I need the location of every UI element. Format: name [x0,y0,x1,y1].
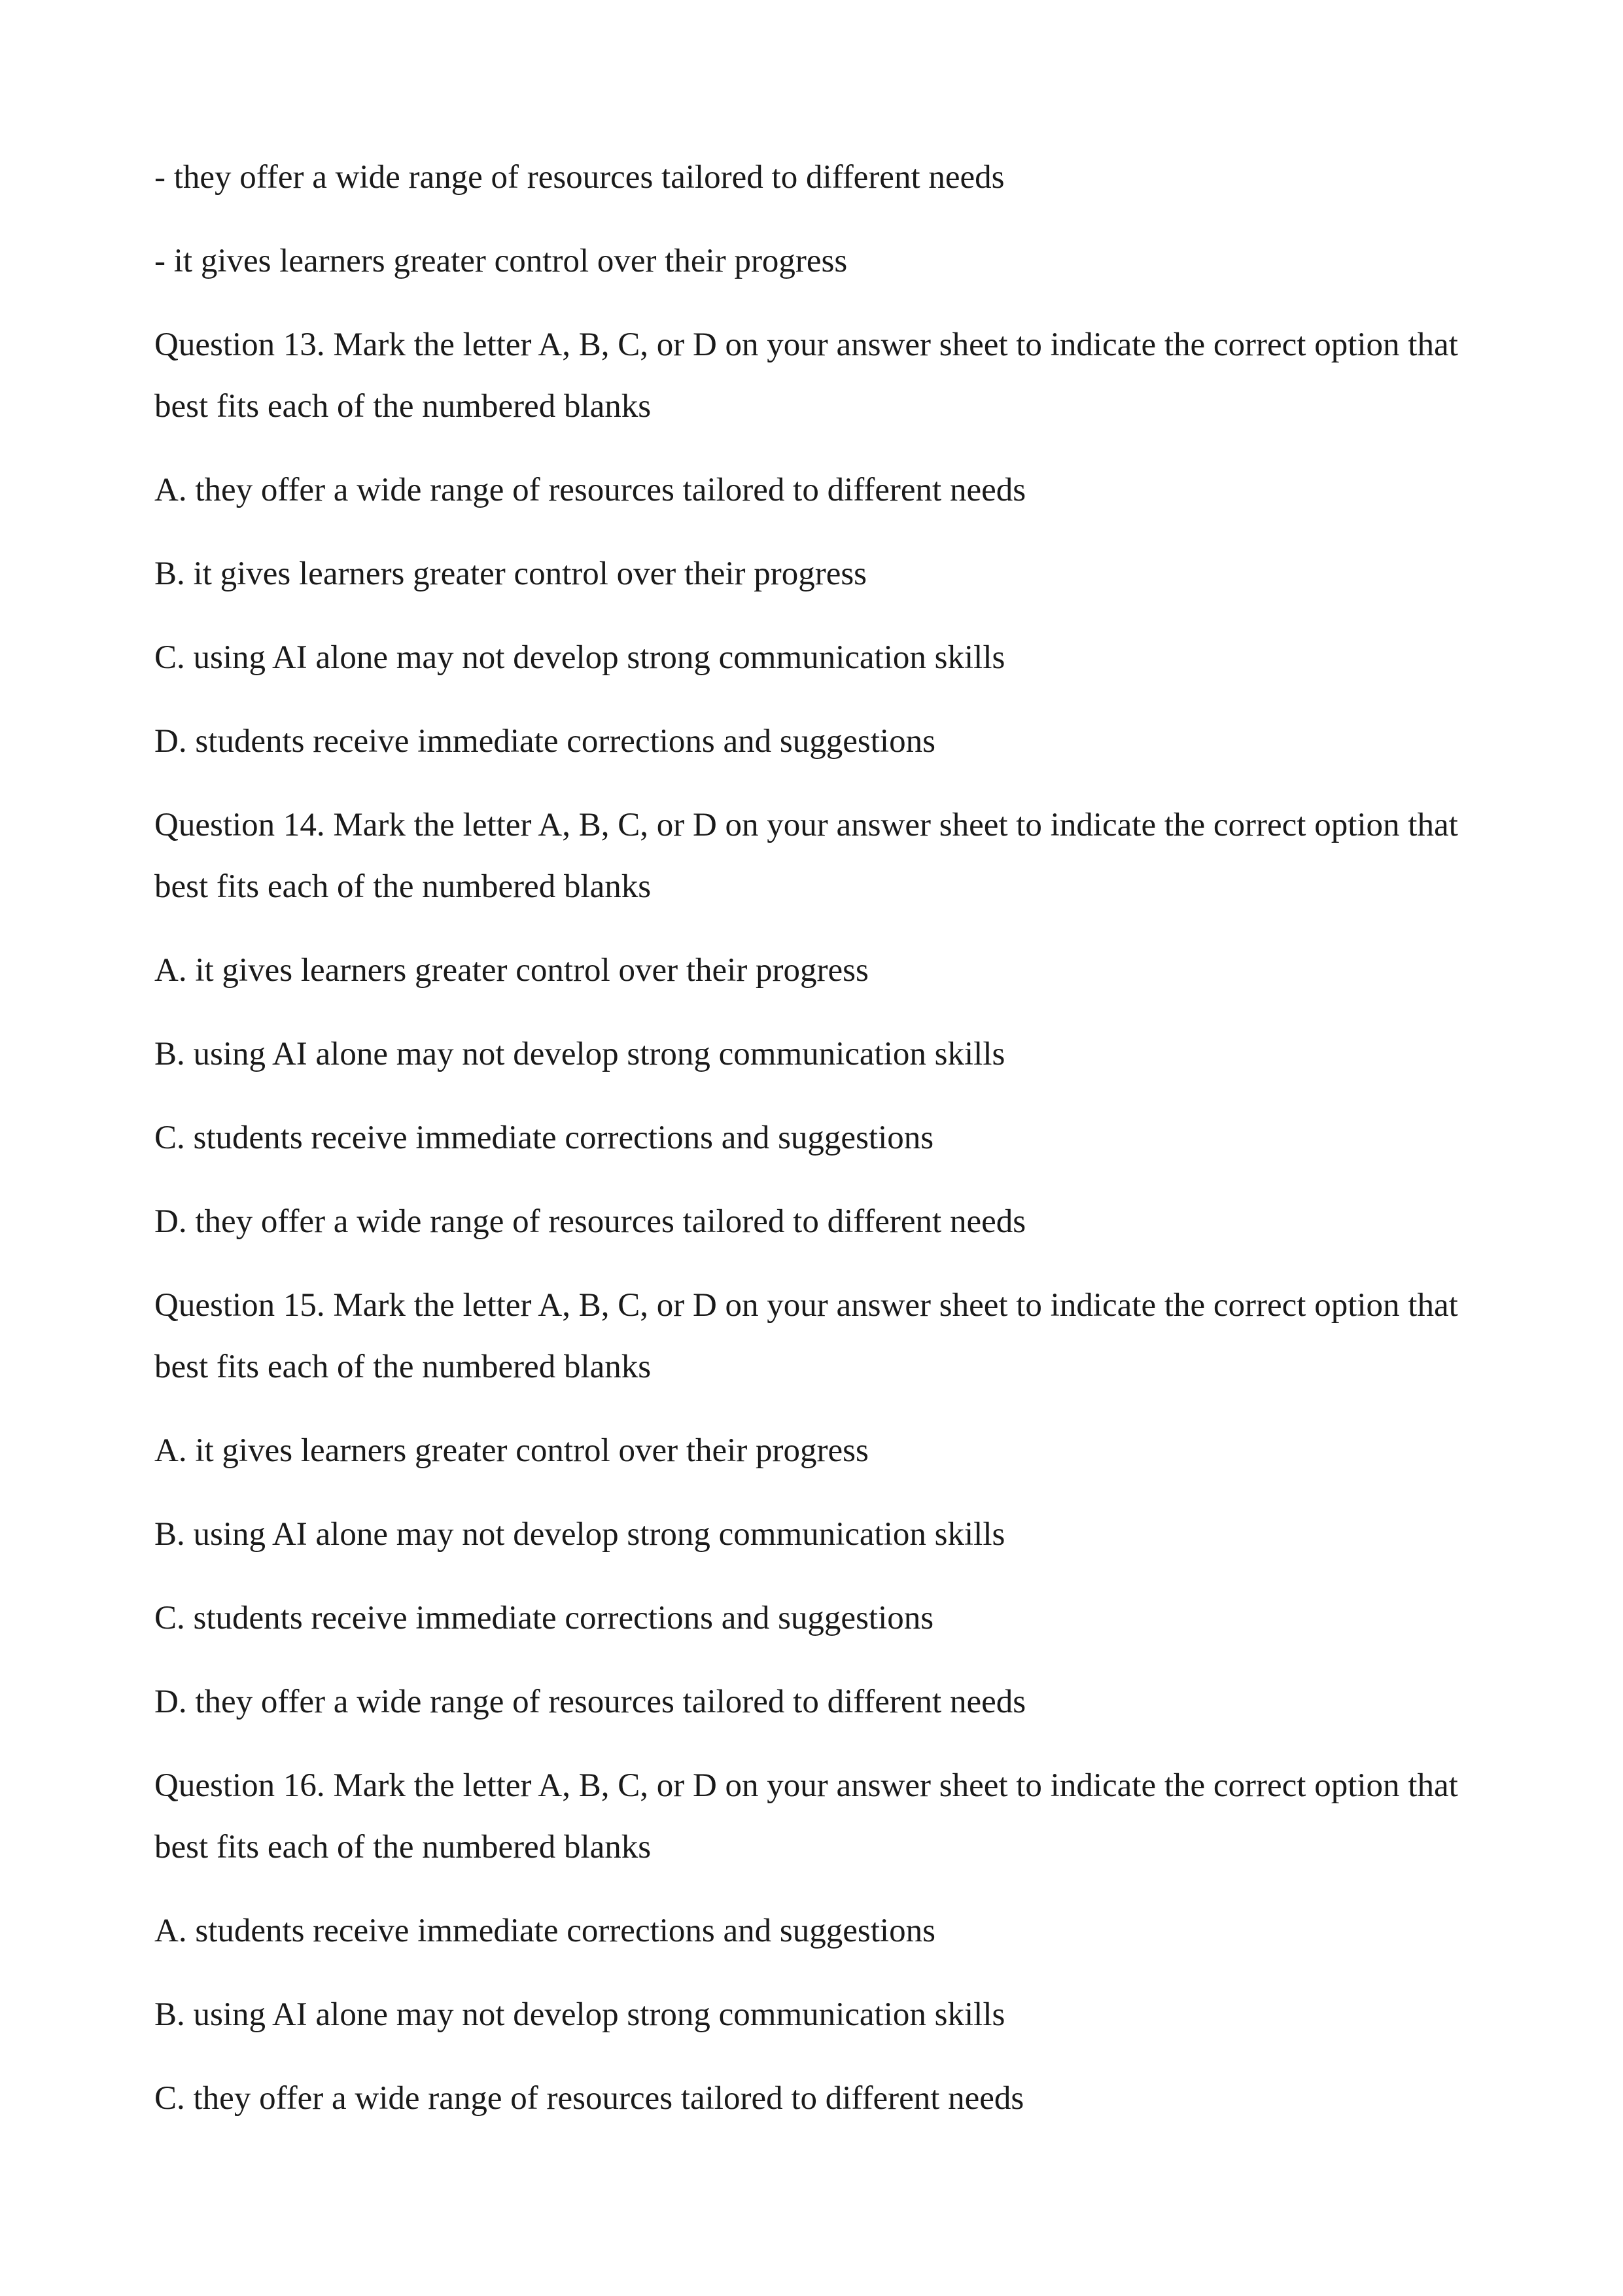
question-block [154,1275,1489,1733]
question-prompt: Question 16. Mark the letter A, B, C, or D on your answer sheet to indicate the correct option that best fits each of the numbered blanks [154,1767,1458,1865]
answer-option: B. it gives learners greater control over their progress [154,556,867,592]
intro-line: - it gives learners greater control over their progress [154,243,848,279]
answer-option: C. students receive immediate corrections and suggestions [154,1120,934,1156]
answer-option: C. students receive immediate corrections and suggestions [154,1600,934,1636]
answer-option: B. using AI alone may not develop strong communication skills [154,1996,1005,2033]
question-prompt: Question 15. Mark the letter A, B, C, or D on your answer sheet to indicate the correct option that best fits each of the numbered blanks [154,1287,1458,1385]
document-content [154,147,1489,2151]
answer-option: A. it gives learners greater control over their progress [154,1432,869,1469]
question-prompt: Question 13. Mark the letter A, B, C, or D on your answer sheet to indicate the correct option that best fits each of the numbered blanks [154,327,1458,425]
question-block [154,1755,1489,2129]
answer-option: D. they offer a wide range of resources tailored to different needs [154,1203,1026,1240]
answer-option: D. students receive immediate corrections and suggestions [154,723,935,760]
answer-option: B. using AI alone may not develop strong communication skills [154,1516,1005,1553]
answer-option: A. students receive immediate corrections and suggestions [154,1913,935,1949]
answer-option: A. they offer a wide range of resources tailored to different needs [154,472,1026,508]
question-block [154,314,1489,772]
intro-line: - they offer a wide range of resources tailored to different needs [154,159,1005,196]
answer-option: B. using AI alone may not develop strong communication skills [154,1036,1005,1072]
answer-option: A. it gives learners greater control over their progress [154,952,869,989]
question-prompt: Question 14. Mark the letter A, B, C, or D on your answer sheet to indicate the correct option that best fits each of the numbered blanks [154,807,1458,905]
answer-option: C. they offer a wide range of resources tailored to different needs [154,2080,1024,2117]
answer-option: D. they offer a wide range of resources tailored to different needs [154,1684,1026,1720]
answer-option: C. using AI alone may not develop strong communication skills [154,639,1005,676]
question-block [154,794,1489,1252]
